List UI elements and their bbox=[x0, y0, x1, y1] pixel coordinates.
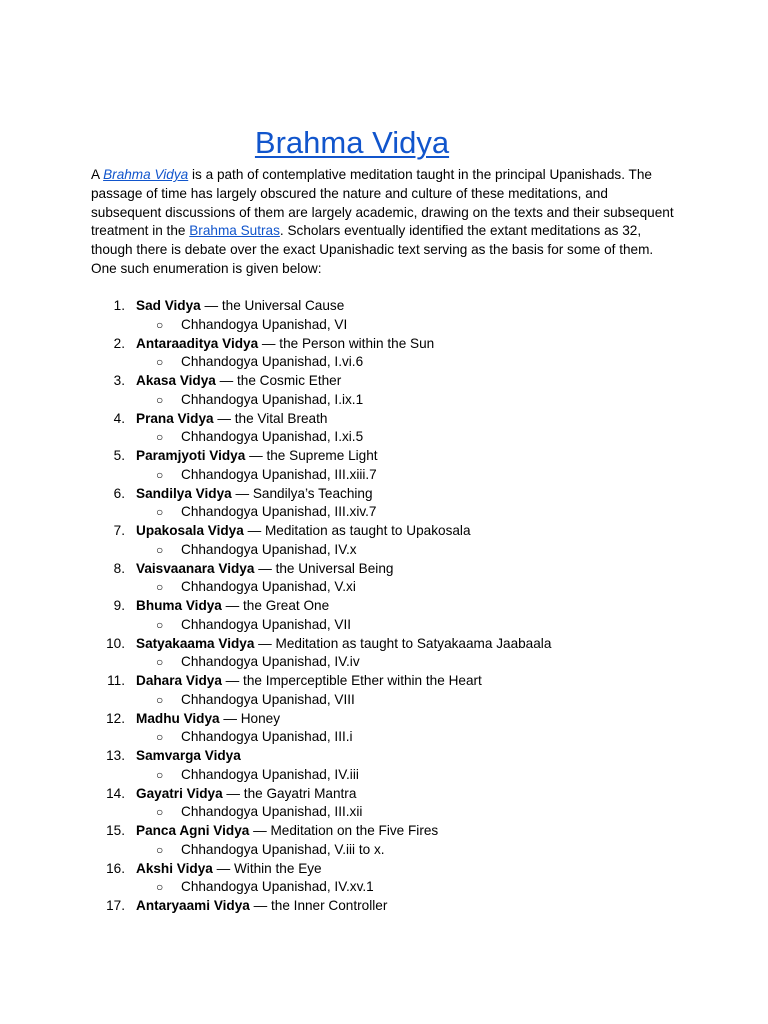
source-row bbox=[0, 541, 768, 560]
vidya-entry bbox=[136, 297, 344, 316]
list-item bbox=[0, 447, 768, 485]
list-item bbox=[0, 522, 768, 560]
vidya-entry bbox=[136, 822, 438, 841]
source-row bbox=[0, 841, 768, 860]
source-row bbox=[0, 691, 768, 710]
list-number: 15. bbox=[106, 823, 125, 838]
vidya-row bbox=[0, 560, 768, 579]
vidya-entry bbox=[136, 897, 387, 916]
vidya-name: Antaryaami Vidya bbox=[136, 898, 250, 913]
hollow-circle-bullet-icon: ○ bbox=[156, 467, 164, 482]
source-reference: Chhandogya Upanishad, III.xii bbox=[181, 804, 363, 820]
vidya-description: — the Vital Breath bbox=[213, 410, 328, 426]
list-number: 9. bbox=[113, 598, 125, 613]
source-reference: Chhandogya Upanishad, VIII bbox=[181, 691, 355, 707]
hollow-circle-bullet-icon: ○ bbox=[156, 880, 164, 895]
vidya-entry bbox=[136, 485, 373, 504]
list-number: 16. bbox=[106, 860, 125, 876]
source-reference: Chhandogya Upanishad, I.xi.5 bbox=[181, 429, 364, 445]
vidya-description: — Meditation as taught to Satyakaama Jaabaala bbox=[254, 635, 552, 651]
vidya-description: — Meditation on the Five Fires bbox=[249, 823, 439, 838]
vidya-description: — Honey bbox=[219, 710, 281, 726]
list-number: 7. bbox=[113, 523, 125, 538]
vidya-description: — the Universal Being bbox=[254, 560, 394, 576]
vidya-name: Panca Agni Vidya bbox=[136, 823, 250, 838]
hollow-circle-bullet-icon: ○ bbox=[156, 430, 164, 445]
vidya-row bbox=[0, 410, 768, 429]
vidya-row bbox=[0, 485, 768, 504]
intro-paragraph bbox=[91, 166, 681, 260]
source-row bbox=[0, 766, 768, 785]
hollow-circle-bullet-icon: ○ bbox=[156, 655, 164, 670]
intro-text-a: A bbox=[91, 167, 104, 182]
vidya-row bbox=[0, 522, 768, 541]
vidya-name: Sad Vidya bbox=[136, 298, 201, 313]
list-number: 2. bbox=[113, 335, 125, 351]
source-reference: Chhandogya Upanishad, IV.iv bbox=[181, 654, 360, 670]
source-reference: Chhandogya Upanishad, I.ix.1 bbox=[181, 391, 364, 407]
vidya-entry bbox=[136, 785, 356, 804]
vidya-description: — the Supreme Light bbox=[245, 448, 378, 463]
list-number: 5. bbox=[113, 448, 125, 463]
vidya-name: Dahara Vidya bbox=[136, 673, 222, 688]
source-row bbox=[0, 391, 768, 410]
list-item bbox=[0, 297, 768, 335]
vidya-row bbox=[0, 447, 768, 466]
source-reference: Chhandogya Upanishad, IV.x bbox=[181, 541, 357, 557]
list-number: 17. bbox=[106, 898, 125, 913]
source-row bbox=[0, 653, 768, 672]
vidya-name: Paramjyoti Vidya bbox=[136, 448, 246, 463]
source-row bbox=[0, 578, 768, 597]
source-row bbox=[0, 316, 768, 335]
vidya-name: Satyakaama Vidya bbox=[136, 635, 255, 651]
vidya-entry bbox=[136, 335, 434, 354]
list-item bbox=[0, 372, 768, 410]
hollow-circle-bullet-icon: ○ bbox=[156, 355, 164, 370]
source-row bbox=[0, 878, 768, 897]
hollow-circle-bullet-icon: ○ bbox=[156, 842, 164, 857]
vidya-row bbox=[0, 597, 768, 616]
vidya-row bbox=[0, 897, 768, 916]
enumeration-intro: One such enumeration is given below: bbox=[91, 260, 322, 276]
source-reference: Chhandogya Upanishad, III.i bbox=[181, 729, 353, 745]
source-row bbox=[0, 466, 768, 485]
page-title: Brahma Vidya bbox=[254, 125, 450, 160]
vidya-entry bbox=[136, 672, 482, 691]
list-item bbox=[0, 335, 768, 373]
vidya-description: — the Gayatri Mantra bbox=[222, 785, 357, 801]
list-item bbox=[0, 485, 768, 523]
source-reference: Chhandogya Upanishad, VI bbox=[181, 316, 348, 332]
vidya-row bbox=[0, 822, 768, 841]
vidya-row bbox=[0, 335, 768, 354]
vidya-row bbox=[0, 710, 768, 729]
vidya-entry bbox=[136, 447, 378, 466]
vidya-list bbox=[0, 297, 768, 935]
vidya-description: — the Cosmic Ether bbox=[215, 373, 342, 388]
vidya-name: Akasa Vidya bbox=[136, 373, 216, 388]
list-item bbox=[0, 710, 768, 748]
vidya-entry bbox=[136, 860, 322, 879]
vidya-entry bbox=[136, 597, 329, 616]
vidya-row bbox=[0, 785, 768, 804]
source-row bbox=[0, 803, 768, 822]
vidya-description: — the Universal Cause bbox=[200, 298, 345, 313]
vidya-entry bbox=[136, 522, 471, 541]
hollow-circle-bullet-icon: ○ bbox=[156, 692, 164, 707]
list-item bbox=[0, 785, 768, 823]
source-reference: Chhandogya Upanishad, III.xiv.7 bbox=[181, 504, 377, 520]
vidya-description: — Meditation as taught to Upakosala bbox=[243, 523, 471, 538]
vidya-row bbox=[0, 297, 768, 316]
vidya-description: — the Great One bbox=[221, 598, 330, 613]
vidya-name: Upakosala Vidya bbox=[136, 523, 244, 538]
source-reference: Chhandogya Upanishad, IV.iii bbox=[181, 766, 359, 782]
list-item bbox=[0, 860, 768, 898]
vidya-name: Vaisvaanara Vidya bbox=[136, 560, 255, 576]
list-item bbox=[0, 410, 768, 448]
source-reference: Chhandogya Upanishad, V.xi bbox=[181, 579, 356, 595]
vidya-name: Akshi Vidya bbox=[136, 860, 213, 876]
vidya-entry bbox=[136, 560, 393, 579]
vidya-row bbox=[0, 372, 768, 391]
source-reference: Chhandogya Upanishad, V.iii to x. bbox=[181, 841, 385, 857]
list-number: 11. bbox=[107, 673, 125, 688]
list-number: 4. bbox=[113, 410, 125, 426]
hollow-circle-bullet-icon: ○ bbox=[156, 617, 164, 632]
source-reference: Chhandogya Upanishad, III.xiii.7 bbox=[181, 466, 377, 482]
list-number: 14. bbox=[106, 785, 125, 801]
hollow-circle-bullet-icon: ○ bbox=[156, 580, 164, 595]
vidya-name: Madhu Vidya bbox=[136, 710, 220, 726]
list-number: 6. bbox=[113, 485, 125, 501]
list-item bbox=[0, 635, 768, 673]
source-reference: Chhandogya Upanishad, IV.xv.1 bbox=[181, 879, 374, 895]
list-item bbox=[0, 672, 768, 710]
hollow-circle-bullet-icon: ○ bbox=[156, 392, 164, 407]
vidya-name: Gayatri Vidya bbox=[136, 785, 223, 801]
list-item bbox=[0, 560, 768, 598]
brahma-sutras-link[interactable]: Brahma Sutras bbox=[189, 223, 280, 239]
vidya-entry bbox=[136, 710, 280, 729]
source-reference: Chhandogya Upanishad, VII bbox=[181, 616, 352, 632]
source-row bbox=[0, 616, 768, 635]
list-item bbox=[0, 897, 768, 935]
vidya-entry bbox=[136, 635, 551, 654]
vidya-description: — the Imperceptible Ether within the Heart bbox=[221, 673, 482, 688]
brahma-vidya-link[interactable]: Brahma Vidya bbox=[103, 167, 189, 182]
hollow-circle-bullet-icon: ○ bbox=[156, 805, 164, 820]
vidya-description: — Within the Eye bbox=[212, 860, 322, 876]
hollow-circle-bullet-icon: ○ bbox=[156, 505, 164, 520]
vidya-name: Sandilya Vidya bbox=[136, 485, 232, 501]
hollow-circle-bullet-icon: ○ bbox=[156, 317, 164, 332]
vidya-description: — Sandilya’s Teaching bbox=[231, 485, 373, 501]
list-item bbox=[0, 822, 768, 860]
list-number: 12. bbox=[106, 710, 125, 726]
intro-text-c: . Scholars eventually identified the extant meditations as 32, though there is debate over the exact Upanishadic text serving as the basis for some of them. bbox=[91, 223, 654, 258]
hollow-circle-bullet-icon: ○ bbox=[156, 730, 164, 745]
intro-section bbox=[91, 166, 681, 279]
list-number: 8. bbox=[113, 560, 125, 576]
vidya-entry bbox=[136, 747, 241, 766]
vidya-name: Antaraaditya Vidya bbox=[136, 335, 259, 351]
list-number: 10. bbox=[106, 635, 125, 651]
list-item bbox=[0, 747, 768, 785]
list-number: 1. bbox=[113, 298, 125, 313]
vidya-description: — the Inner Controller bbox=[249, 898, 388, 913]
vidya-name: Prana Vidya bbox=[136, 410, 214, 426]
vidya-name: Bhuma Vidya bbox=[136, 598, 222, 613]
vidya-entry bbox=[136, 410, 327, 429]
vidya-row bbox=[0, 747, 768, 766]
vidya-name: Samvarga Vidya bbox=[136, 748, 241, 763]
list-item bbox=[0, 597, 768, 635]
source-row bbox=[0, 728, 768, 747]
vidya-description: — the Person within the Sun bbox=[258, 335, 435, 351]
vidya-row bbox=[0, 860, 768, 879]
list-number: 13. bbox=[106, 748, 125, 763]
vidya-row bbox=[0, 635, 768, 654]
vidya-entry bbox=[136, 372, 341, 391]
source-row bbox=[0, 503, 768, 522]
vidya-row bbox=[0, 672, 768, 691]
source-row bbox=[0, 428, 768, 447]
hollow-circle-bullet-icon: ○ bbox=[156, 542, 164, 557]
intro-text-b: is a path of contemplative meditation taught in the principal Upanishads. The passage of time has largely obscured the nature and culture of these meditations, and subsequent discussions of them are largely academic, drawing on the texts and their subsequent treatment in the bbox=[91, 167, 674, 239]
list-number: 3. bbox=[113, 373, 125, 388]
source-reference: Chhandogya Upanishad, I.vi.6 bbox=[181, 354, 364, 370]
hollow-circle-bullet-icon: ○ bbox=[156, 767, 164, 782]
source-row bbox=[0, 353, 768, 372]
